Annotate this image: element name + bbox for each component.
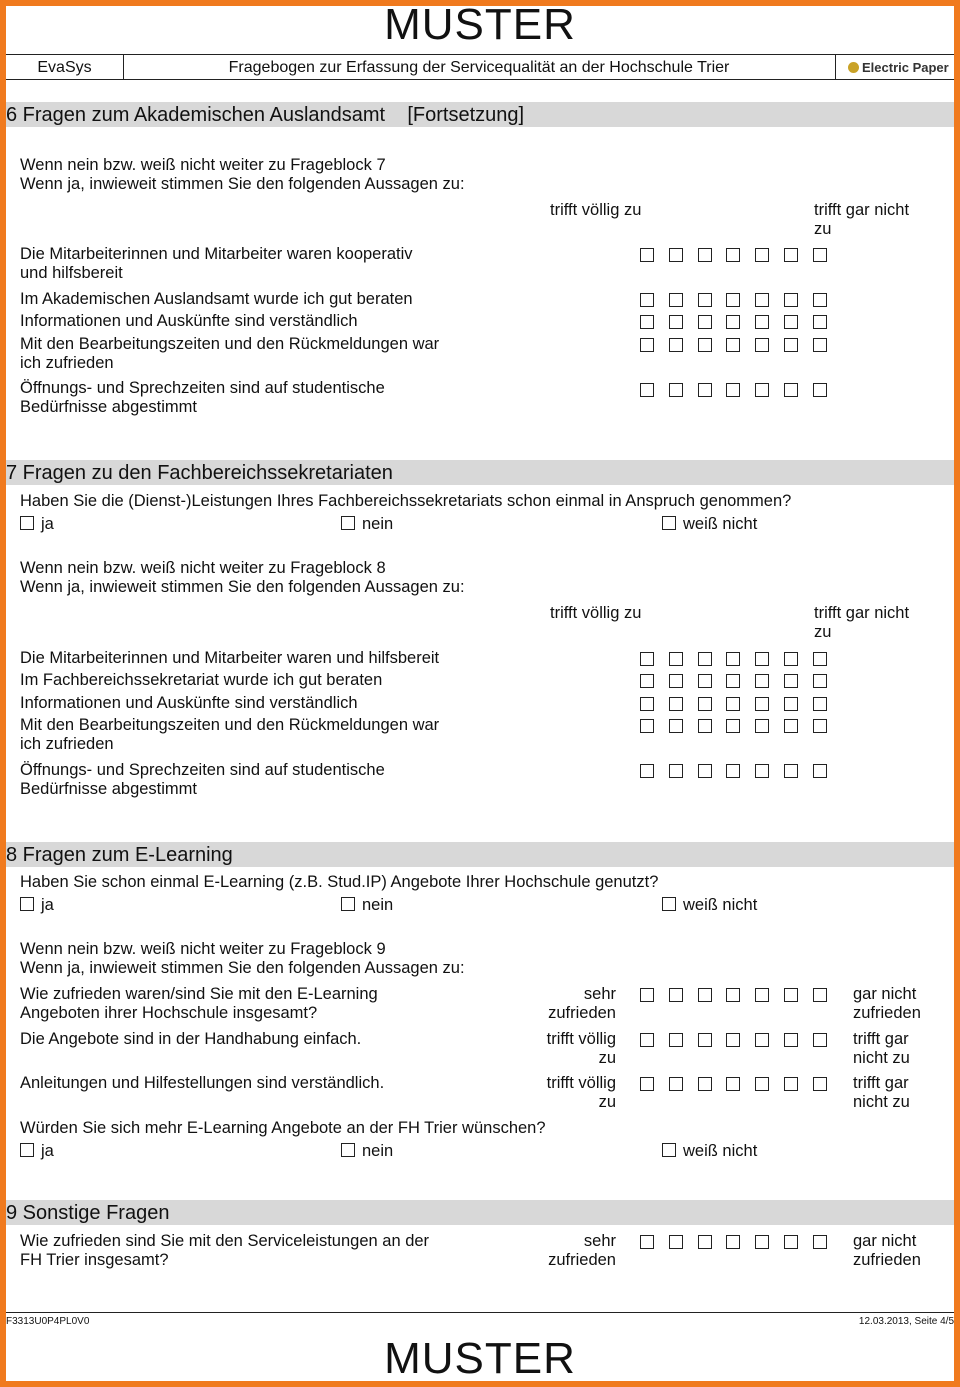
footer-divider xyxy=(6,1312,954,1313)
rating-checkbox-4[interactable] xyxy=(726,1033,740,1047)
rating-checkbox-2[interactable] xyxy=(669,1033,683,1047)
rating-checkbox-3[interactable] xyxy=(698,293,712,307)
rating-checkbox-2[interactable] xyxy=(669,674,683,688)
checkbox[interactable] xyxy=(20,516,34,530)
s6-item-4-rating[interactable] xyxy=(640,338,830,354)
s8-item-3: Anleitungen und Hilfestellungen sind verständlich. xyxy=(20,1074,385,1092)
checkbox[interactable] xyxy=(20,897,34,911)
s8-intro-1: Wenn nein bzw. weiß nicht weiter zu Frageblock 9 xyxy=(20,940,386,958)
option-label: ja xyxy=(41,896,54,914)
rating-checkbox-2[interactable] xyxy=(669,764,683,778)
s6-item-2-rating[interactable] xyxy=(640,293,830,309)
rating-checkbox-7[interactable] xyxy=(813,248,827,262)
rating-checkbox-2[interactable] xyxy=(669,697,683,711)
rating-checkbox-4[interactable] xyxy=(726,719,740,733)
rating-checkbox-3[interactable] xyxy=(698,652,712,666)
rating-checkbox-5[interactable] xyxy=(755,293,769,307)
s6-intro-2: Wenn ja, inwieweit stimmen Sie den folgenden Aussagen zu: xyxy=(20,175,465,193)
s7-item-3-rating[interactable] xyxy=(640,697,830,713)
s6-item-3: Informationen und Auskünfte sind verständlich xyxy=(20,312,358,330)
rating-checkbox-3[interactable] xyxy=(698,338,712,352)
rating-checkbox-6[interactable] xyxy=(784,315,798,329)
rating-checkbox-5[interactable] xyxy=(755,315,769,329)
s7-item-4-rating[interactable] xyxy=(640,719,830,735)
rating-checkbox-5[interactable] xyxy=(755,1077,769,1091)
logo-icon xyxy=(848,62,859,73)
rating-checkbox-5[interactable] xyxy=(755,1235,769,1249)
section-8-header xyxy=(6,842,954,867)
rating-checkbox-1[interactable] xyxy=(640,674,654,688)
s8-item-1-rating[interactable] xyxy=(640,988,830,1004)
s7-intro-1: Wenn nein bzw. weiß nicht weiter zu Frageblock 8 xyxy=(20,559,386,577)
watermark-top: MUSTER xyxy=(384,0,576,49)
rating-checkbox-6[interactable] xyxy=(784,652,798,666)
option-label: nein xyxy=(362,896,394,914)
option-label: weiß nicht xyxy=(683,515,758,533)
rating-checkbox-7[interactable] xyxy=(813,719,827,733)
s8-option-weiss-nicht[interactable] xyxy=(662,896,757,915)
header-title: Fragebogen zur Erfassung der Servicequalität an der Hochschule Trier xyxy=(228,59,730,76)
rating-checkbox-1[interactable] xyxy=(640,248,654,262)
rating-checkbox-2[interactable] xyxy=(669,248,683,262)
rating-checkbox-5[interactable] xyxy=(755,652,769,666)
option-label: ja xyxy=(41,1142,54,1160)
s8-item-3-left-label-2: zu xyxy=(598,1093,616,1111)
rating-checkbox-3[interactable] xyxy=(698,315,712,329)
rating-checkbox-7[interactable] xyxy=(813,1033,827,1047)
checkbox[interactable] xyxy=(662,1143,676,1157)
rating-checkbox-3[interactable] xyxy=(698,674,712,688)
rating-checkbox-1[interactable] xyxy=(640,383,654,397)
rating-checkbox-1[interactable] xyxy=(640,719,654,733)
rating-checkbox-5[interactable] xyxy=(755,764,769,778)
rating-checkbox-6[interactable] xyxy=(784,338,798,352)
s7-item-2-rating[interactable] xyxy=(640,674,830,690)
rating-checkbox-2[interactable] xyxy=(669,652,683,666)
s6-scale-right-2: zu xyxy=(814,220,832,238)
rating-checkbox-4[interactable] xyxy=(726,1077,740,1091)
rating-checkbox-6[interactable] xyxy=(784,248,798,262)
s6-scale-right: trifft gar nicht xyxy=(814,201,910,219)
s6-item-5: Öffnungs- und Sprechzeiten sind auf studentische xyxy=(20,379,385,397)
rating-checkbox-7[interactable] xyxy=(813,1235,827,1249)
rating-checkbox-6[interactable] xyxy=(784,764,798,778)
rating-checkbox-4[interactable] xyxy=(726,315,740,329)
s6-item-5-rating[interactable] xyxy=(640,383,830,399)
rating-checkbox-6[interactable] xyxy=(784,697,798,711)
watermark-bottom: MUSTER xyxy=(384,1334,576,1383)
option-label: weiß nicht xyxy=(683,896,758,914)
s8-question-2: Würden Sie sich mehr E-Learning Angebote an der FH Trier wünschen? xyxy=(20,1119,546,1137)
s8-option-ja[interactable] xyxy=(20,896,54,915)
rating-checkbox-4[interactable] xyxy=(726,697,740,711)
s6-item-4: Mit den Bearbeitungszeiten und den Rückmeldungen war xyxy=(20,335,440,353)
s7-item-1-rating[interactable] xyxy=(640,652,830,668)
s6-item-2: Im Akademischen Auslandsamt wurde ich gut beraten xyxy=(20,290,413,308)
footer-date-page: 12.03.2013, Seite 4/5 xyxy=(858,1316,954,1327)
rating-checkbox-7[interactable] xyxy=(813,697,827,711)
rating-checkbox-5[interactable] xyxy=(755,1033,769,1047)
s7-option-ja[interactable] xyxy=(20,515,54,534)
form-header xyxy=(6,54,954,80)
s7-item-4-line2: ich zufrieden xyxy=(20,735,114,753)
electric-paper-logo xyxy=(848,55,949,79)
rating-checkbox-6[interactable] xyxy=(784,719,798,733)
rating-checkbox-5[interactable] xyxy=(755,988,769,1002)
rating-checkbox-3[interactable] xyxy=(698,697,712,711)
rating-checkbox-2[interactable] xyxy=(669,1077,683,1091)
rating-checkbox-1[interactable] xyxy=(640,1235,654,1249)
s8-item-3-right-label: trifft gar xyxy=(853,1074,909,1092)
section-9-header xyxy=(6,1200,954,1225)
s7-intro-2: Wenn ja, inwieweit stimmen Sie den folgenden Aussagen zu: xyxy=(20,578,465,596)
s7-item-5-line2: Bedürfnisse abgestimmt xyxy=(20,780,197,798)
checkbox[interactable] xyxy=(341,1143,355,1157)
option-label: nein xyxy=(362,1142,394,1160)
s6-item-1: Die Mitarbeiterinnen und Mitarbeiter waren kooperativ xyxy=(20,245,413,263)
logo-text: Electric Paper xyxy=(862,60,949,75)
rating-checkbox-5[interactable] xyxy=(755,674,769,688)
s6-item-4-line2: ich zufrieden xyxy=(20,354,114,372)
s8-option-nein[interactable] xyxy=(341,896,393,915)
option-label: nein xyxy=(362,515,394,533)
rating-checkbox-7[interactable] xyxy=(813,293,827,307)
s8-item-2-rating[interactable] xyxy=(640,1033,830,1049)
s8-item-1-right-label-2: zufrieden xyxy=(853,1004,921,1022)
section-6-suffix: [Fortsetzung] xyxy=(407,104,525,126)
rating-checkbox-6[interactable] xyxy=(784,293,798,307)
rating-checkbox-3[interactable] xyxy=(698,1033,712,1047)
s7-scale-right: trifft gar nicht xyxy=(814,604,910,622)
s8-item-3-right-label-2: nicht zu xyxy=(853,1093,910,1111)
checkbox[interactable] xyxy=(662,516,676,530)
s7-item-3: Informationen und Auskünfte sind verständlich xyxy=(20,694,358,712)
rating-checkbox-1[interactable] xyxy=(640,1033,654,1047)
s6-scale-left: trifft völlig zu xyxy=(550,201,642,219)
rating-checkbox-3[interactable] xyxy=(698,719,712,733)
s7-option-nein[interactable] xyxy=(341,515,393,534)
rating-checkbox-7[interactable] xyxy=(813,764,827,778)
s7-scale-left: trifft völlig zu xyxy=(550,604,642,622)
s8-item-1-line2: Angeboten ihrer Hochschule insgesamt? xyxy=(20,1004,318,1022)
checkbox[interactable] xyxy=(20,1143,34,1157)
s8-question: Haben Sie schon einmal E-Learning (z.B. Stud.IP) Angebote Ihrer Hochschule genutzt? xyxy=(20,873,659,891)
rating-checkbox-5[interactable] xyxy=(755,383,769,397)
section-6-title: 6 Fragen zum Akademischen Auslandsamt xyxy=(6,104,386,126)
rating-checkbox-5[interactable] xyxy=(755,248,769,262)
rating-checkbox-3[interactable] xyxy=(698,1235,712,1249)
rating-checkbox-1[interactable] xyxy=(640,315,654,329)
s6-item-5-line2: Bedürfnisse abgestimmt xyxy=(20,398,197,416)
rating-checkbox-4[interactable] xyxy=(726,988,740,1002)
rating-checkbox-4[interactable] xyxy=(726,293,740,307)
section-7-title: 7 Fragen zu den Fachbereichssekretariaten xyxy=(6,462,393,484)
rating-checkbox-5[interactable] xyxy=(755,719,769,733)
s8-item-3-rating[interactable] xyxy=(640,1077,830,1093)
section-7-header xyxy=(6,460,954,485)
s8-item-1-right-label: gar nicht xyxy=(853,985,917,1003)
checkbox[interactable] xyxy=(341,516,355,530)
rating-checkbox-5[interactable] xyxy=(755,697,769,711)
s8-item-1-left-label-2: zufrieden xyxy=(548,1004,616,1022)
rating-checkbox-2[interactable] xyxy=(669,988,683,1002)
s9-item-1-right-label: gar nicht xyxy=(853,1232,917,1250)
section-9-title: 9 Sonstige Fragen xyxy=(6,1202,170,1224)
rating-checkbox-6[interactable] xyxy=(784,988,798,1002)
s8-item-1: Wie zufrieden waren/sind Sie mit den E-Learning xyxy=(20,985,378,1003)
s8-intro-2: Wenn ja, inwieweit stimmen Sie den folgenden Aussagen zu: xyxy=(20,959,465,977)
s7-scale-right-2: zu xyxy=(814,623,832,641)
s7-item-4: Mit den Bearbeitungszeiten und den Rückmeldungen war xyxy=(20,716,440,734)
option-label: weiß nicht xyxy=(683,1142,758,1160)
rating-checkbox-7[interactable] xyxy=(813,1077,827,1091)
checkbox[interactable] xyxy=(341,897,355,911)
s9-item-1-left-label-2: zufrieden xyxy=(548,1251,616,1269)
s9-item-1-left-label: sehr xyxy=(583,1232,616,1250)
rating-checkbox-4[interactable] xyxy=(726,1235,740,1249)
rating-checkbox-4[interactable] xyxy=(726,248,740,262)
s7-item-2: Im Fachbereichssekretariat wurde ich gut beraten xyxy=(20,671,383,689)
rating-checkbox-7[interactable] xyxy=(813,652,827,666)
rating-checkbox-2[interactable] xyxy=(669,719,683,733)
rating-checkbox-4[interactable] xyxy=(726,764,740,778)
rating-checkbox-2[interactable] xyxy=(669,293,683,307)
rating-checkbox-6[interactable] xyxy=(784,1033,798,1047)
rating-checkbox-4[interactable] xyxy=(726,383,740,397)
s8-item-2-right-label-2: nicht zu xyxy=(853,1049,910,1067)
rating-checkbox-3[interactable] xyxy=(698,988,712,1002)
rating-checkbox-6[interactable] xyxy=(784,674,798,688)
s9-item-1: Wie zufrieden sind Sie mit den Serviceleistungen an der xyxy=(20,1232,430,1250)
rating-checkbox-7[interactable] xyxy=(813,674,827,688)
rating-checkbox-7[interactable] xyxy=(813,383,827,397)
s8-item-1-left-label: sehr xyxy=(583,985,616,1003)
s8-item-2: Die Angebote sind in der Handhabung einfach. xyxy=(20,1030,362,1048)
rating-checkbox-1[interactable] xyxy=(640,988,654,1002)
section-6-header xyxy=(6,102,954,127)
s6-item-1-rating[interactable] xyxy=(640,248,830,264)
s7-option-weiss-nicht[interactable] xyxy=(662,515,757,534)
rating-checkbox-4[interactable] xyxy=(726,338,740,352)
rating-checkbox-3[interactable] xyxy=(698,1077,712,1091)
s8-item-2-left-label-2: zu xyxy=(598,1049,616,1067)
checkbox[interactable] xyxy=(662,897,676,911)
rating-checkbox-1[interactable] xyxy=(640,652,654,666)
option-label: ja xyxy=(41,515,54,533)
rating-checkbox-4[interactable] xyxy=(726,652,740,666)
rating-checkbox-3[interactable] xyxy=(698,383,712,397)
rating-checkbox-2[interactable] xyxy=(669,338,683,352)
s8-q2-option-nein[interactable] xyxy=(341,1142,393,1161)
rating-checkbox-7[interactable] xyxy=(813,338,827,352)
s7-item-5-rating[interactable] xyxy=(640,764,830,780)
footer-form-id: F3313U0P4PL0V0 xyxy=(6,1316,90,1327)
rating-checkbox-1[interactable] xyxy=(640,338,654,352)
rating-checkbox-2[interactable] xyxy=(669,315,683,329)
rating-checkbox-6[interactable] xyxy=(784,1077,798,1091)
s8-item-2-left-label: trifft völlig xyxy=(546,1030,616,1048)
header-left: EvaSys xyxy=(37,59,92,76)
rating-checkbox-1[interactable] xyxy=(640,1077,654,1091)
s9-item-1-line2: FH Trier insgesamt? xyxy=(20,1251,169,1269)
s9-item-1-rating[interactable] xyxy=(640,1235,830,1251)
rating-checkbox-3[interactable] xyxy=(698,764,712,778)
rating-checkbox-2[interactable] xyxy=(669,1235,683,1249)
s6-item-1-line2: und hilfsbereit xyxy=(20,264,123,282)
rating-checkbox-6[interactable] xyxy=(784,1235,798,1249)
rating-checkbox-4[interactable] xyxy=(726,674,740,688)
s6-intro-1: Wenn nein bzw. weiß nicht weiter zu Frageblock 7 xyxy=(20,156,386,174)
s9-item-1-right-label-2: zufrieden xyxy=(853,1251,921,1269)
rating-checkbox-5[interactable] xyxy=(755,338,769,352)
s8-q2-option-ja[interactable] xyxy=(20,1142,54,1161)
rating-checkbox-6[interactable] xyxy=(784,383,798,397)
s8-item-2-right-label: trifft gar xyxy=(853,1030,909,1048)
rating-checkbox-1[interactable] xyxy=(640,697,654,711)
rating-checkbox-3[interactable] xyxy=(698,248,712,262)
rating-checkbox-7[interactable] xyxy=(813,988,827,1002)
s7-item-1: Die Mitarbeiterinnen und Mitarbeiter waren und hilfsbereit xyxy=(20,649,440,667)
rating-checkbox-7[interactable] xyxy=(813,315,827,329)
rating-checkbox-1[interactable] xyxy=(640,293,654,307)
s7-question: Haben Sie die (Dienst-)Leistungen Ihres Fachbereichssekretariats schon einmal in Anspruch genommen? xyxy=(20,492,792,510)
rating-checkbox-1[interactable] xyxy=(640,764,654,778)
s6-item-3-rating[interactable] xyxy=(640,315,830,331)
rating-checkbox-2[interactable] xyxy=(669,383,683,397)
s7-item-5: Öffnungs- und Sprechzeiten sind auf studentische xyxy=(20,761,385,779)
section-8-title: 8 Fragen zum E-Learning xyxy=(6,844,233,866)
s8-item-3-left-label: trifft völlig xyxy=(546,1074,616,1092)
s8-q2-option-weiss-nicht[interactable] xyxy=(662,1142,757,1161)
